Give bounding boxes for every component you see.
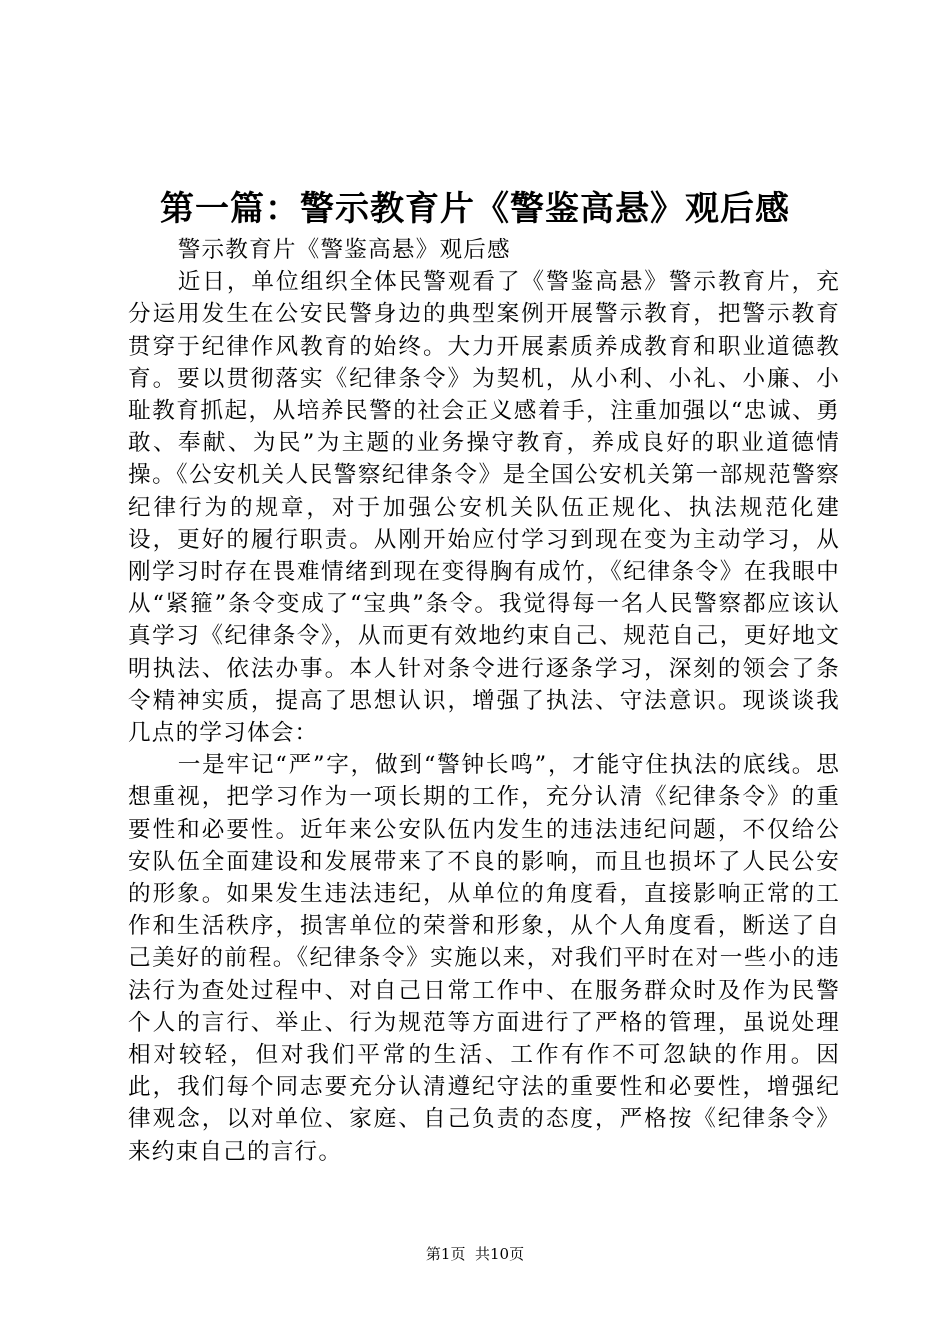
- page-number: 第1页: [425, 1245, 466, 1263]
- document-body: [128, 234, 840, 1168]
- footer-separator: [465, 1245, 475, 1263]
- subtitle-paragraph: 警示教育片《警鉴高悬》观后感: [177, 237, 511, 263]
- body-paragraph: 一是牢记“严”字，做到“警钟长鸣”，才能守住执法的底线。思想重视，把学习作为一项长期的工作，充分认清《纪律条令》的重要性和必要性。近年来公安队伍内发生的违法违纪问题，不仅给公安队伍全面建设和发展带来了不良的影响，而且也损坏了人民公安的形象。如果发生违法违纪，从单位的角度看，直接影响正常的工作和生活秩序，损害单位的荣誉和形象，从个人角度看，断送了自己美好的前程。《纪律条令》实施以来，对我们平时在对一些小的违法行为查处过程中、对自己日常工作中、在服务群众时及作为民警个人的言行、举止、行为规范等方面进行了严格的管理，虽说处理相对较轻，但对我们平常的生活、工作有作不可忽缺的作用。因此，我们每个同志要充分认清遵纪守法的重要性和必要性，增强纪律观念，以对单位、家庭、自己负责的态度，严格按《纪律条令》来约束自己的言行。: [128, 752, 840, 1165]
- body-paragraph: 近日，单位组织全体民警观看了《警鉴高悬》警示教育片，充分运用发生在公安民警身边的典型案例开展警示教育，把警示教育贯穿于纪律作风教育的始终。大力开展素质养成教育和职业道德教育。要以贯彻落实《纪律条令》为契机，从小利、小礼、小廉、小耻教育抓起，从培养民警的社会正义感着手，注重加强以“忠诚、勇敢、奉献、为民”为主题的业务操守教育，养成良好的职业道德情操。《公安机关人民警察纪律条令》是全国公安机关第一部规范警察纪律行为的规章，对于加强公安机关队伍正规化、执法规范化建设，更好的履行职责。从刚开始应付学习到现在变为主动学习，从刚学习时存在畏难情绪到现在变得胸有成竹，《纪律条令》在我眼中从“紧箍”条令变成了“宝典”条令。我觉得每一名人民警察都应该认真学习《纪律条令》，从而更有效地约束自己、规范自己，更好地文明执法、依法办事。本人针对条令进行逐条学习，深刻的领会了条令精神实质，提高了思想认识，增强了执法、守法意识。现谈谈我几点的学习体会：: [128, 269, 840, 747]
- document-title: 第一篇：警示教育片《警鉴高悬》观后感: [160, 189, 790, 229]
- page-total: 共10页: [475, 1245, 525, 1263]
- page-footer: [0, 1243, 950, 1265]
